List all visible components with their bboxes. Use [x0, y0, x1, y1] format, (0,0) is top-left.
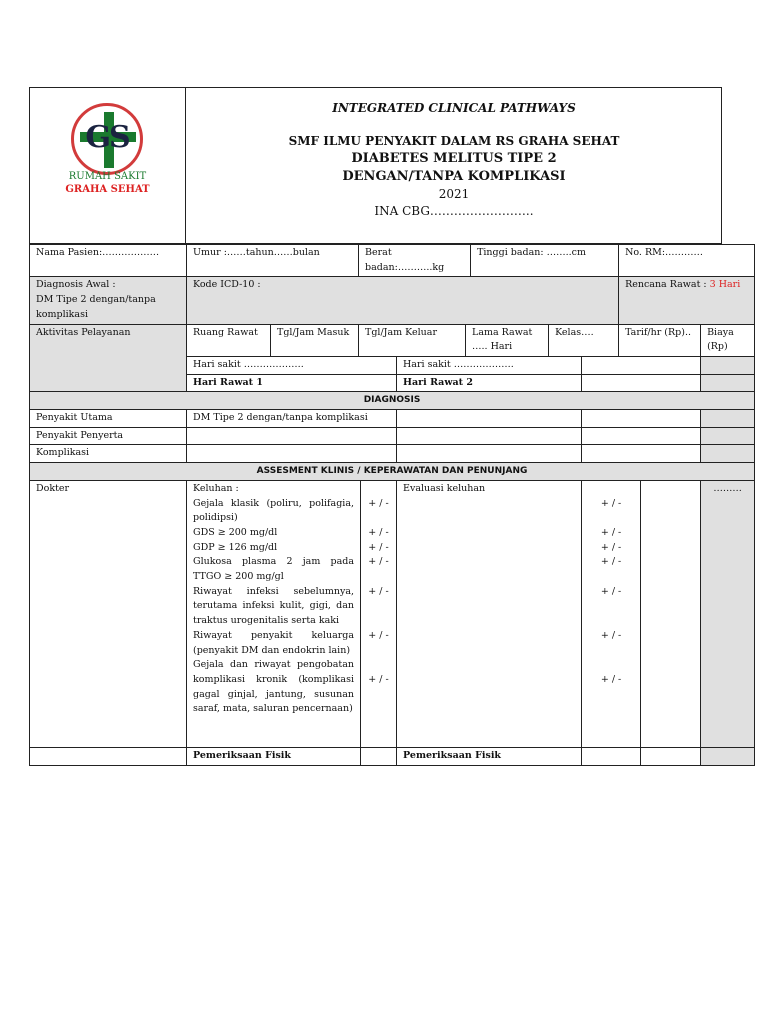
patient-row: [30, 245, 755, 277]
assessment-header: ASSESMENT KLINIS / KEPERAWATAN DAN PENUNJANG: [30, 463, 755, 481]
hari-sakit-2[interactable]: Hari sakit ……………….: [397, 356, 582, 374]
evaluasi-marks: [582, 480, 641, 748]
mark-toggle[interactable]: + / -: [368, 629, 389, 641]
diagnosis-row: [30, 427, 755, 445]
diagnosis-awal-value: DM Tipe 2 dengan/tanpa komplikasi: [36, 294, 156, 320]
mark-toggle[interactable]: + / -: [600, 541, 622, 553]
doc-title: INTEGRATED CLINICAL PATHWAYS: [332, 101, 576, 115]
diagnosis-row-value[interactable]: [187, 445, 397, 463]
mark-toggle[interactable]: + / -: [600, 526, 622, 538]
hari-sakit-1[interactable]: Hari sakit ……………….: [187, 356, 397, 374]
diagnosis-awal-cell: [30, 277, 187, 324]
keluhan-item: Gejala klasik (poliru, polifagia, polidipsi): [193, 497, 355, 524]
diagnosis-row-label: Komplikasi: [30, 445, 187, 463]
nama-pasien-field[interactable]: Nama Pasien:………………: [30, 245, 187, 277]
diagnosis-row: [30, 410, 755, 428]
keluhan-item: Riwayat infeksi sebelumnya, terutama infeksi kulit, gigi, dan traktus urogenitalis serta kaki: [193, 585, 355, 627]
mark-toggle[interactable]: + / -: [368, 541, 389, 553]
keluhan-item: Riwayat penyakit keluarga (penyakit DM dan endokrin lain): [193, 629, 355, 656]
diagnosis-row-label: Penyakit Utama: [30, 410, 187, 428]
hospital-logo-icon: GS: [71, 103, 143, 175]
logo-cell: [29, 87, 186, 244]
diagnosis-awal-row: [30, 277, 755, 324]
rencana-rawat-value: 3 Hari: [709, 279, 741, 291]
berat-field[interactable]: Berat badan:………..kg: [359, 245, 471, 277]
diagnosis-row-value[interactable]: [187, 427, 397, 445]
mark-toggle[interactable]: + / -: [368, 556, 389, 568]
hari-rawat-1: Hari Rawat 1: [187, 374, 397, 392]
assessment-role: Dokter: [30, 480, 187, 748]
mark-toggle[interactable]: + / -: [600, 629, 622, 641]
logo-line-2: GRAHA SEHAT: [65, 184, 150, 195]
keluhan-item: GDP ≥ 126 mg/dl: [193, 541, 278, 553]
title-area: [186, 87, 722, 244]
biaya-dots: ………: [701, 480, 755, 748]
evaluasi-label: Evaluasi keluhan: [403, 482, 486, 494]
diagnosis-row-label: Penyakit Penyerta: [30, 427, 187, 445]
diagnosis-row-value[interactable]: DM Tipe 2 dengan/tanpa komplikasi: [187, 410, 397, 428]
doc-department: SMF ILMU PENYAKIT DALAM RS GRAHA SEHAT: [288, 134, 620, 148]
assessment-row: [30, 480, 755, 748]
no-rm-field[interactable]: No. RM:…………: [619, 245, 755, 277]
tarif-header: Tarif/hr (Rp)..: [619, 324, 701, 356]
mark-toggle[interactable]: + / -: [600, 585, 622, 597]
aktivitas-label: Aktivitas Pelayanan: [30, 324, 187, 392]
mark-toggle[interactable]: + / -: [600, 556, 622, 568]
tinggi-field[interactable]: Tinggi badan: ……..cm: [471, 245, 619, 277]
keluhan-item: Glukosa plasma 2 jam pada TTGO ≥ 200 mg/gl: [193, 556, 355, 583]
hari-rawat-2: Hari Rawat 2: [397, 374, 582, 392]
keluhan-marks: [361, 480, 397, 748]
logo-line-1: RUMAH SAKIT: [68, 171, 147, 182]
doc-inacbg: INA CBG……………………..: [374, 204, 534, 218]
kode-icd-field[interactable]: Kode ICD-10 :: [187, 277, 619, 324]
doc-disease: DIABETES MELITUS TIPE 2: [351, 151, 557, 166]
umur-field[interactable]: Umur :……tahun……bulan: [187, 245, 359, 277]
tgl-keluar-header: Tgl/Jam Keluar: [359, 324, 466, 356]
aktivitas-row: [30, 324, 755, 356]
keluhan-label: Keluhan :: [193, 482, 239, 494]
doc-year: 2021: [438, 187, 470, 201]
keluhan-list: [187, 480, 361, 748]
biaya-header: Biaya (Rp): [701, 324, 755, 356]
pemeriksaan-row: [30, 748, 755, 766]
mark-toggle[interactable]: + / -: [600, 497, 622, 509]
diagnosis-row: [30, 445, 755, 463]
tgl-masuk-header: Tgl/Jam Masuk: [271, 324, 359, 356]
diagnosis-header: DIAGNOSIS: [30, 392, 755, 410]
keluhan-item: Gejala dan riwayat pengobatan komplikasi kronik (komplikasi gagal ginjal, jantung, susunan saraf, mata, saluran pencernaan): [193, 659, 355, 715]
assessment-header-row: [30, 463, 755, 481]
mark-toggle[interactable]: + / -: [368, 497, 389, 509]
diagnosis-header-row: [30, 392, 755, 410]
doc-disease-sub: DENGAN/TANPA KOMPLIKASI: [342, 169, 566, 184]
diagnosis-awal-label: Diagnosis Awal :: [36, 279, 116, 291]
mark-toggle[interactable]: + / -: [368, 673, 389, 685]
keluhan-item: GDS ≥ 200 mg/dl: [193, 526, 278, 538]
ruang-rawat-header: Ruang Rawat: [187, 324, 271, 356]
pemeriksaan-fisik-2: Pemeriksaan Fisik: [397, 748, 582, 766]
rencana-rawat-cell: [619, 277, 755, 324]
kelas-header: Kelas….: [549, 324, 619, 356]
pemeriksaan-fisik-1: Pemeriksaan Fisik: [187, 748, 361, 766]
mark-toggle[interactable]: + / -: [600, 673, 622, 685]
evaluasi-cell: [397, 480, 582, 748]
mark-toggle[interactable]: + / -: [368, 585, 389, 597]
mark-toggle[interactable]: + / -: [368, 526, 389, 538]
pathway-table: [29, 244, 755, 766]
lama-rawat-header: Lama Rawat ….. Hari: [466, 324, 549, 356]
rencana-rawat-label: Rencana Rawat :: [625, 279, 707, 291]
